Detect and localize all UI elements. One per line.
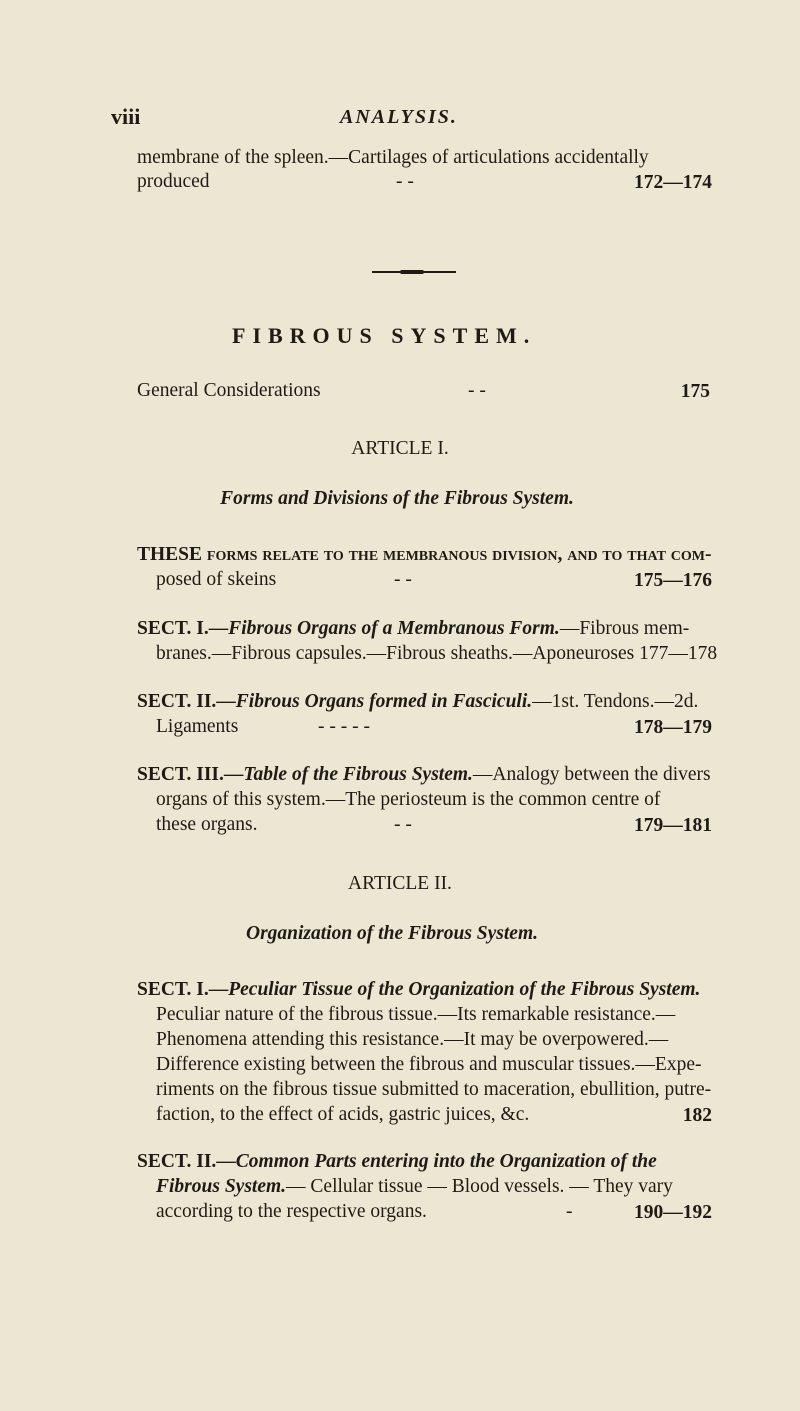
these-pages: 175—176 (634, 570, 712, 591)
page-number: viii (111, 104, 141, 129)
general-considerations-label: General Considerations (137, 380, 321, 401)
article-2-sect-2-dashes: - (566, 1201, 573, 1222)
article-2-sect-1-line-4: Difference existing between the fibrous and muscular tissues.—Expe- (156, 1054, 702, 1075)
running-title: ANALYSIS. (340, 106, 458, 128)
article-1-sect-3-pages: 179—181 (634, 815, 712, 836)
intro-pages: 172—174 (634, 172, 712, 193)
article-2-heading: ARTICLE II. (348, 873, 452, 894)
article-1-sect-3-line-1: SECT. III.—Table of the Fibrous System.—Analogy between the divers (137, 764, 711, 785)
article-2-sect-1-page: 182 (682, 1105, 712, 1126)
article-2-sect-1-line-6: faction, to the effect of acids, gastric juices, &c. (156, 1104, 530, 1125)
article-2-sect-1-line-1: SECT. I.—Peculiar Tissue of the Organization of the Fibrous System. (137, 979, 701, 1000)
article-2-sect-2-line-1: SECT. II.—Common Parts entering into the Organization of the (137, 1151, 657, 1172)
general-considerations-page: 175 (680, 381, 710, 402)
these-dashes: - - (394, 569, 412, 590)
article-2-sect-2-line-3: according to the respective organs. (156, 1201, 427, 1222)
general-considerations-dashes: - - (468, 380, 486, 401)
article-1-sect-3-line-2: organs of this system.—The periosteum is the common centre of (156, 789, 661, 810)
section-divider (372, 271, 456, 273)
article-2-sect-1-line-5: riments on the fibrous tissue submitted to maceration, ebullition, putre- (156, 1079, 712, 1100)
intro-line-1: membrane of the spleen.—Cartilages of articulations accidentally (137, 147, 649, 168)
article-1-sect-2-line-2: Ligaments (156, 716, 239, 737)
these-line-1: THESE forms relate to the membranous division, and to that com- (137, 544, 712, 565)
article-1-subheading: Forms and Divisions of the Fibrous System. (220, 488, 574, 509)
article-1-sect-3-line-3: these organs. (156, 814, 258, 835)
article-1-sect-2-pages: 178—179 (634, 717, 712, 738)
article-1-sect-2-line-1: SECT. II.—Fibrous Organs formed in Fasciculi.—1st. Tendons.—2d. (137, 691, 699, 712)
article-1-sect-1-line-1: SECT. I.—Fibrous Organs of a Membranous Form.—Fibrous mem- (137, 618, 690, 639)
article-2-subheading: Organization of the Fibrous System. (245, 923, 538, 944)
article-1-sect-1-line-2: branes.—Fibrous capsules.—Fibrous sheaths.—Aponeuroses 177—178 (156, 643, 718, 664)
article-1-sect-2-dashes: - - - - - (318, 716, 370, 737)
article-2-sect-1-line-3: Phenomena attending this resistance.—It may be overpowered.— (156, 1029, 669, 1050)
article-2-sect-2-pages: 190—192 (634, 1202, 712, 1223)
article-1-sect-3-dashes: - - (394, 814, 412, 835)
article-2-sect-2-line-2: Fibrous System.— Cellular tissue — Blood vessels. — They vary (156, 1176, 673, 1197)
intro-line-2: produced (137, 171, 210, 192)
section-title: FIBROUS SYSTEM. (232, 323, 537, 348)
intro-dashes: - - (396, 171, 414, 192)
these-line-2: posed of skeins (156, 569, 277, 590)
article-2-sect-1-line-2: Peculiar nature of the fibrous tissue.—Its remarkable resistance.— (156, 1004, 676, 1025)
article-1-heading: ARTICLE I. (351, 438, 449, 459)
